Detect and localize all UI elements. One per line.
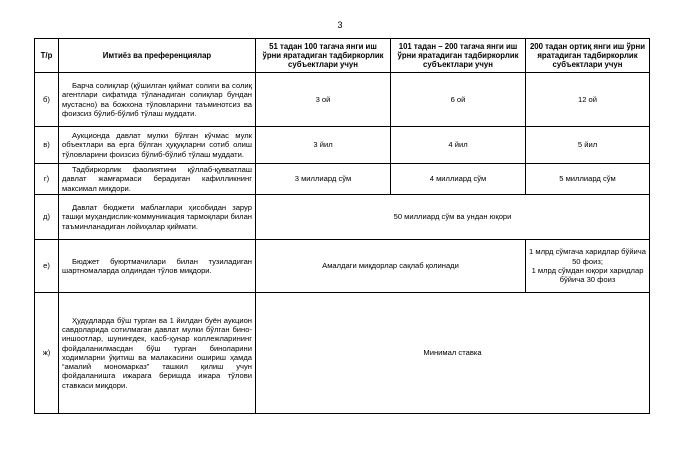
value-101-200: 6 ой [391, 73, 526, 127]
value-200-plus [526, 239, 650, 292]
value-line: 1 млрд сўмгача харидлар бўйича 50 фоиз; [529, 247, 646, 266]
merged-value: Минимал ставка [256, 292, 650, 413]
value-51-100: 3 ой [256, 73, 391, 127]
table-row [35, 194, 650, 239]
row-description: Барча солиқлар (қўшилган қиймат солиги ва солиқ агентлари сифатида тўланадиган солиқлар бундан мустасно) ва божхона тўловларини таъминотсиз ва фоизсиз бўлиб-бўлиб тўлаш муддати. [59, 73, 256, 127]
value-101-200: 4 миллиард сўм [391, 164, 526, 195]
table-header-row [35, 39, 650, 73]
merged-value: Амалдаги миқдорлар сақлаб қолинади [256, 239, 526, 292]
header-number: Т/р [35, 39, 59, 73]
table-row [35, 164, 650, 195]
header-200-plus: 200 тадан ортиқ янги иш ўрни яратадиган тадбиркорлик субъектлари учун [526, 39, 650, 73]
merged-value: 50 миллиард сўм ва ундан юқори [256, 194, 650, 239]
value-101-200: 4 йил [391, 127, 526, 164]
row-description: Тадбиркорлик фаолиятини қўллаб-қувватлаш давлат жамғармаси берадиган кафилликнинг максимал миқдори. [59, 164, 256, 195]
row-description: Давлат бюджети маблағлари ҳисобидан зарур ташқи муҳандислик-коммуникация тармоқлари билан таъминланадиган лойиҳалар қиймати. [59, 194, 256, 239]
page-number: 3 [337, 20, 343, 30]
row-number: б) [35, 73, 59, 127]
row-description: Бюджет буюртмачилари билан тузиладиган шартномаларда олдиндан тўлов миқдори. [59, 239, 256, 292]
header-preferences: Имтиёз ва преференциялар [59, 39, 256, 73]
value-200-plus: 5 йил [526, 127, 650, 164]
table-row [35, 292, 650, 413]
row-number: в) [35, 127, 59, 164]
value-51-100: 3 миллиард сўм [256, 164, 391, 195]
row-number: д) [35, 194, 59, 239]
row-number: г) [35, 164, 59, 195]
value-200-plus: 12 ой [526, 73, 650, 127]
table-row [35, 239, 650, 292]
table-row [35, 73, 650, 127]
row-number: е) [35, 239, 59, 292]
row-description: Ҳудудларда бўш турган ва 1 йилдан буён аукцион савдоларида сотилмаган давлат мулки бўлган бино-иншоотлар, шунингдек, касб-ҳунар коллежларининг фойдаланилмасдан бўш турган биноларини ходимларни ўқитиш ва малакасини ошириш ҳамда “амалий мономарказ” ташкил қилиш учун фойдаланишга ижарага беришда ижара тўлови ставкаси миқдори. [59, 292, 256, 413]
value-200-plus: 5 миллиард сўм [526, 164, 650, 195]
table-row [35, 127, 650, 164]
value-line: 1 млрд сўмдан юқори харидлар бўйича 30 фоиз [531, 265, 644, 285]
header-51-100: 51 тадан 100 тагача янги иш ўрни яратадиган тадбиркорлик субъектлари учун [256, 39, 391, 73]
value-51-100: 3 йил [256, 127, 391, 164]
header-101-200: 101 тадан – 200 тагача янги иш ўрни яратадиган тадбиркорлик субъектлари учун [391, 39, 526, 73]
preferences-table [34, 38, 650, 414]
row-number: ж) [35, 292, 59, 413]
row-description: Аукционда давлат мулки бўлган кўчмас мулк объектлари ва ерга бўлган ҳуқуқларни сотиб олиш тўловларини фоизсиз бўлиб-бўлиб тўлаш муддати. [59, 127, 256, 164]
